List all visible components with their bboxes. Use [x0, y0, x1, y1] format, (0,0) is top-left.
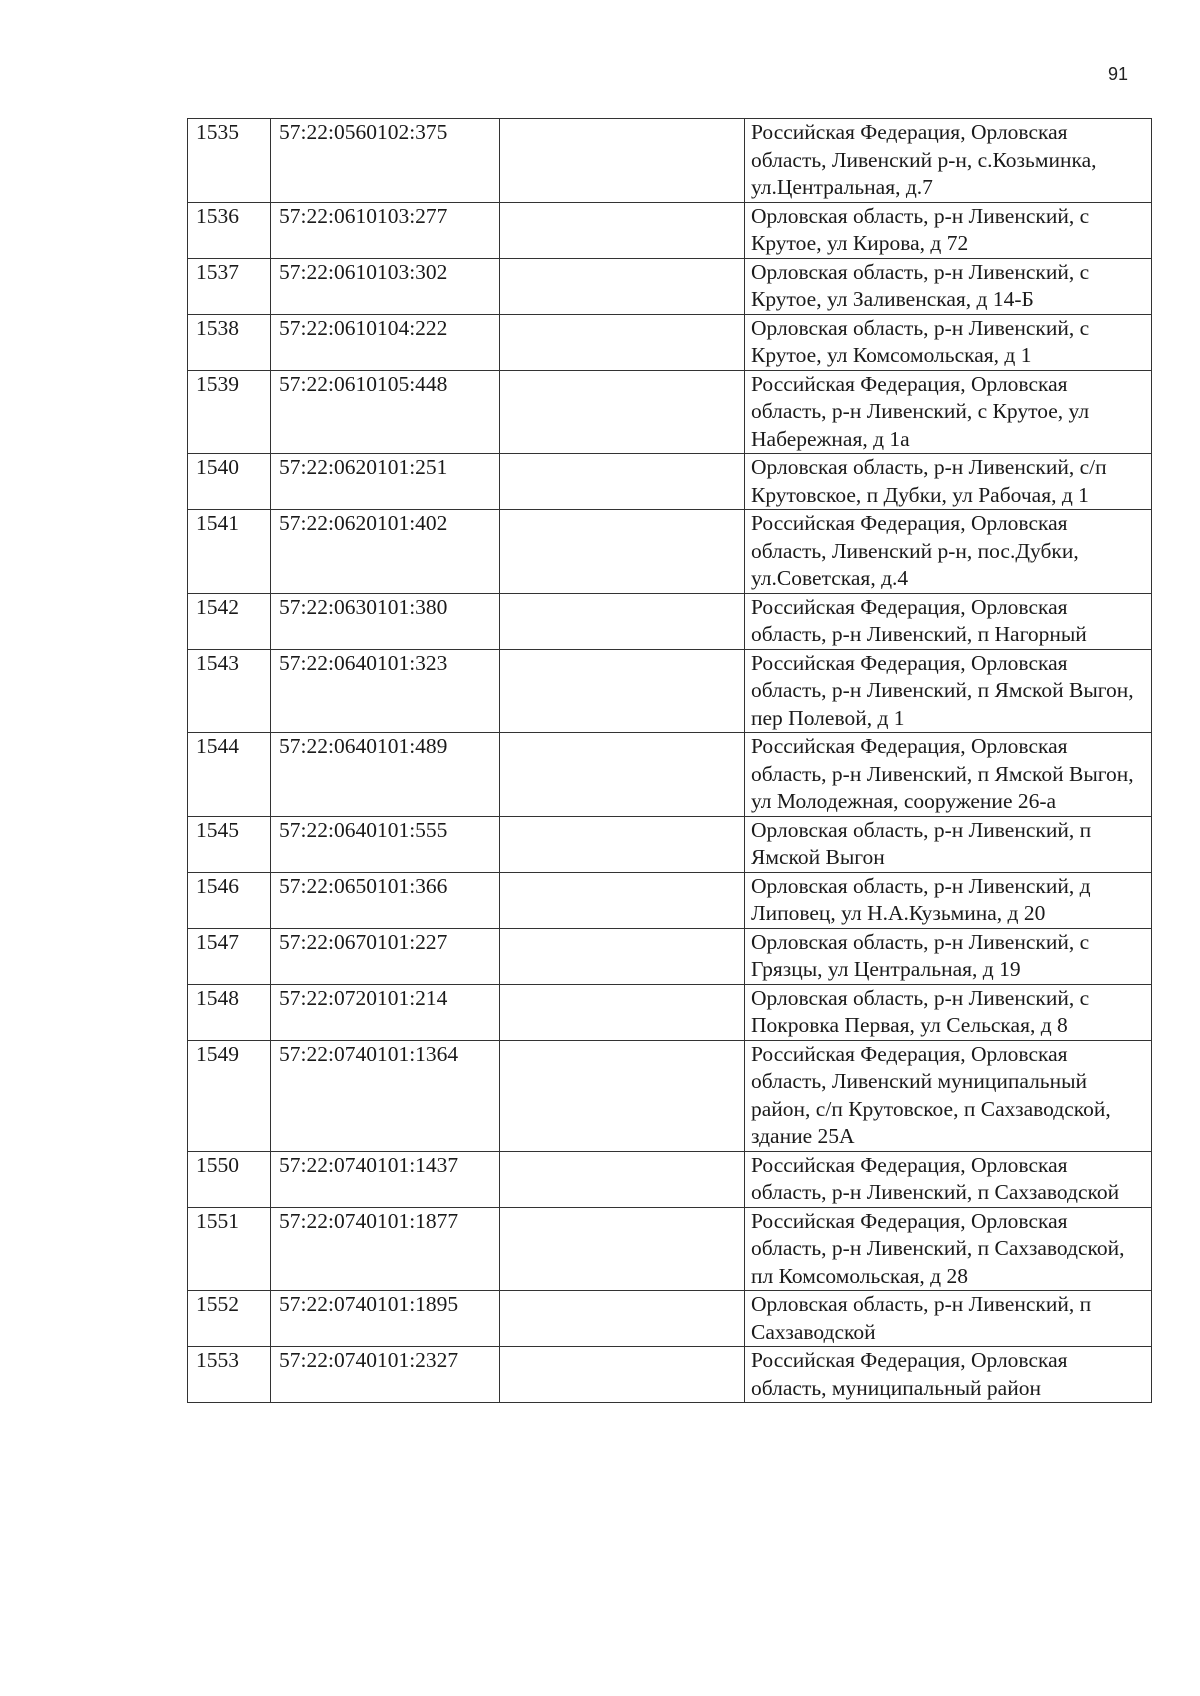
- empty-cell: [500, 649, 745, 733]
- table-row: [188, 1207, 1152, 1291]
- empty-cell: [500, 370, 745, 454]
- row-number-cell: 1542: [188, 593, 271, 649]
- row-number-cell: 1553: [188, 1347, 271, 1403]
- address-cell: Российская Федерация, Орловская область, р-н Ливенский, п Сахзаводской, пл Комсомольская, д 28: [745, 1207, 1152, 1291]
- table-row: [188, 1151, 1152, 1207]
- row-number-cell: 1548: [188, 984, 271, 1040]
- row-number-cell: 1539: [188, 370, 271, 454]
- row-number-cell: 1547: [188, 928, 271, 984]
- cadastral-number-cell: 57:22:0610104:222: [271, 314, 500, 370]
- table-row: [188, 816, 1152, 872]
- row-number-cell: 1540: [188, 454, 271, 510]
- address-cell: Российская Федерация, Орловская область, муниципальный район: [745, 1347, 1152, 1403]
- empty-cell: [500, 1040, 745, 1151]
- address-cell: Российская Федерация, Орловская область, р-н Ливенский, п Ямской Выгон, пер Полевой, д 1: [745, 649, 1152, 733]
- address-cell: Орловская область, р-н Ливенский, с Покровка Первая, ул Сельская, д 8: [745, 984, 1152, 1040]
- address-cell: Орловская область, р-н Ливенский, с Крутое, ул Комсомольская, д 1: [745, 314, 1152, 370]
- table-row: [188, 984, 1152, 1040]
- row-number-cell: 1546: [188, 872, 271, 928]
- registry-table: [187, 118, 1152, 1403]
- empty-cell: [500, 1291, 745, 1347]
- empty-cell: [500, 816, 745, 872]
- row-number-cell: 1550: [188, 1151, 271, 1207]
- empty-cell: [500, 593, 745, 649]
- cadastral-number-cell: 57:22:0610103:277: [271, 202, 500, 258]
- registry-table-body: [188, 119, 1152, 1403]
- empty-cell: [500, 119, 745, 203]
- row-number-cell: 1535: [188, 119, 271, 203]
- address-cell: Орловская область, р-н Ливенский, с Грязцы, ул Центральная, д 19: [745, 928, 1152, 984]
- table-row: [188, 454, 1152, 510]
- address-cell: Орловская область, р-н Ливенский, с/п Крутовское, п Дубки, ул Рабочая, д 1: [745, 454, 1152, 510]
- address-cell: Российская Федерация, Орловская область, р-н Ливенский, п Ямской Выгон, ул Молодежная, сооружение 26-а: [745, 733, 1152, 817]
- table-row: [188, 258, 1152, 314]
- address-cell: Российская Федерация, Орловская область, р-н Ливенский, с Крутое, ул Набережная, д 1а: [745, 370, 1152, 454]
- address-cell: Орловская область, р-н Ливенский, п Сахзаводской: [745, 1291, 1152, 1347]
- page-number: 91: [1108, 64, 1129, 84]
- address-cell: Орловская область, р-н Ливенский, с Крутое, ул Кирова, д 72: [745, 202, 1152, 258]
- row-number-cell: 1544: [188, 733, 271, 817]
- empty-cell: [500, 314, 745, 370]
- table-row: [188, 202, 1152, 258]
- table-row: [188, 119, 1152, 203]
- table-row: [188, 370, 1152, 454]
- table-row: [188, 872, 1152, 928]
- table-row: [188, 1040, 1152, 1151]
- empty-cell: [500, 1151, 745, 1207]
- cadastral-number-cell: 57:22:0610103:302: [271, 258, 500, 314]
- row-number-cell: 1549: [188, 1040, 271, 1151]
- row-number-cell: 1537: [188, 258, 271, 314]
- cadastral-number-cell: 57:22:0610105:448: [271, 370, 500, 454]
- empty-cell: [500, 258, 745, 314]
- row-number-cell: 1538: [188, 314, 271, 370]
- table-row: [188, 510, 1152, 594]
- empty-cell: [500, 202, 745, 258]
- address-cell: Российская Федерация, Орловская область, Ливенский р-н, с.Козьминка, ул.Центральная, д.7: [745, 119, 1152, 203]
- address-cell: Орловская область, р-н Ливенский, д Липовец, ул Н.А.Кузьмина, д 20: [745, 872, 1152, 928]
- cadastral-number-cell: 57:22:0640101:555: [271, 816, 500, 872]
- cadastral-number-cell: 57:22:0620101:251: [271, 454, 500, 510]
- row-number-cell: 1541: [188, 510, 271, 594]
- empty-cell: [500, 872, 745, 928]
- cadastral-number-cell: 57:22:0740101:1877: [271, 1207, 500, 1291]
- table-row: [188, 733, 1152, 817]
- cadastral-number-cell: 57:22:0670101:227: [271, 928, 500, 984]
- table-row: [188, 1291, 1152, 1347]
- row-number-cell: 1552: [188, 1291, 271, 1347]
- table-row: [188, 1347, 1152, 1403]
- empty-cell: [500, 510, 745, 594]
- cadastral-number-cell: 57:22:0560102:375: [271, 119, 500, 203]
- table-row: [188, 314, 1152, 370]
- cadastral-number-cell: 57:22:0740101:1437: [271, 1151, 500, 1207]
- address-cell: Российская Федерация, Орловская область, р-н Ливенский, п Сахзаводской: [745, 1151, 1152, 1207]
- cadastral-number-cell: 57:22:0640101:323: [271, 649, 500, 733]
- row-number-cell: 1536: [188, 202, 271, 258]
- table-row: [188, 649, 1152, 733]
- cadastral-number-cell: 57:22:0620101:402: [271, 510, 500, 594]
- empty-cell: [500, 1347, 745, 1403]
- address-cell: Орловская область, р-н Ливенский, с Крутое, ул Заливенская, д 14-Б: [745, 258, 1152, 314]
- cadastral-number-cell: 57:22:0740101:2327: [271, 1347, 500, 1403]
- table-row: [188, 593, 1152, 649]
- address-cell: Российская Федерация, Орловская область, р-н Ливенский, п Нагорный: [745, 593, 1152, 649]
- address-cell: Российская Федерация, Орловская область, Ливенский р-н, пос.Дубки, ул.Советская, д.4: [745, 510, 1152, 594]
- empty-cell: [500, 454, 745, 510]
- empty-cell: [500, 1207, 745, 1291]
- empty-cell: [500, 733, 745, 817]
- address-cell: Орловская область, р-н Ливенский, п Ямской Выгон: [745, 816, 1152, 872]
- empty-cell: [500, 928, 745, 984]
- row-number-cell: 1545: [188, 816, 271, 872]
- cadastral-number-cell: 57:22:0720101:214: [271, 984, 500, 1040]
- row-number-cell: 1551: [188, 1207, 271, 1291]
- cadastral-number-cell: 57:22:0640101:489: [271, 733, 500, 817]
- address-cell: Российская Федерация, Орловская область, Ливенский муниципальный район, с/п Крутовское, п Сахзаводской, здание 25А: [745, 1040, 1152, 1151]
- empty-cell: [500, 984, 745, 1040]
- row-number-cell: 1543: [188, 649, 271, 733]
- table-row: [188, 928, 1152, 984]
- cadastral-number-cell: 57:22:0630101:380: [271, 593, 500, 649]
- cadastral-number-cell: 57:22:0650101:366: [271, 872, 500, 928]
- cadastral-number-cell: 57:22:0740101:1364: [271, 1040, 500, 1151]
- cadastral-number-cell: 57:22:0740101:1895: [271, 1291, 500, 1347]
